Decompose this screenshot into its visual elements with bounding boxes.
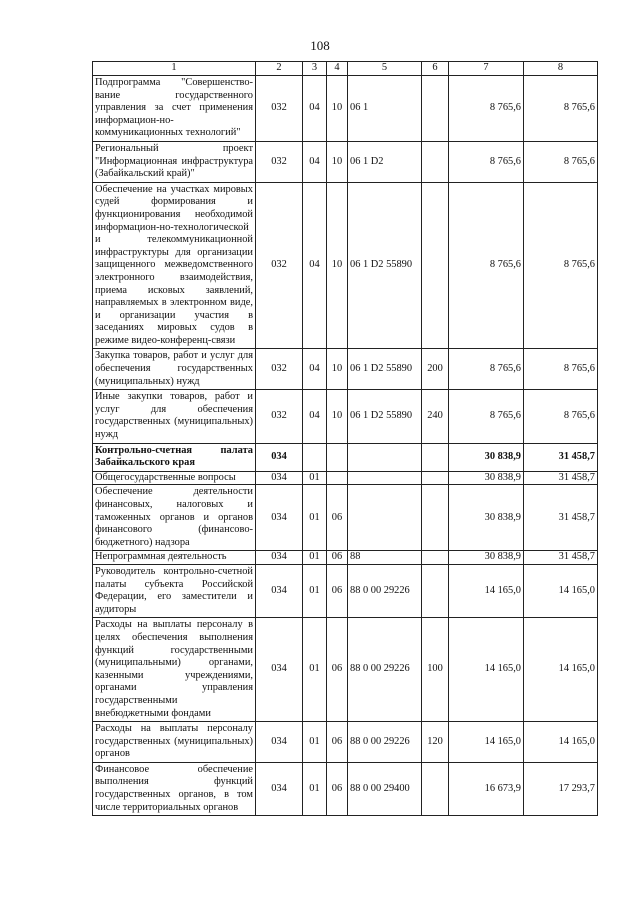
cell-ministry: 034 (256, 762, 303, 815)
cell-ministry: 032 (256, 141, 303, 182)
cell-subsection: 06 (327, 551, 348, 565)
cell-amount-2: 31 458,7 (524, 471, 598, 485)
cell-amount-1: 8 765,6 (449, 76, 524, 142)
cell-ministry: 034 (256, 618, 303, 722)
row-name: Контрольно-счетная палата Забайкальского края (93, 443, 256, 471)
cell-expense-type: 120 (422, 722, 449, 763)
cell-ministry: 034 (256, 471, 303, 485)
header-cell: 3 (303, 62, 327, 76)
cell-amount-2: 14 165,0 (524, 722, 598, 763)
row-name: Финансовое обеспечение выполнения функций государственных органов, в том числе территориальных органов (93, 762, 256, 815)
cell-expense-type (422, 762, 449, 815)
header-cell: 2 (256, 62, 303, 76)
cell-amount-2: 31 458,7 (524, 443, 598, 471)
cell-expense-type (422, 471, 449, 485)
cell-subsection (327, 443, 348, 471)
header-cell: 4 (327, 62, 348, 76)
cell-amount-2: 14 165,0 (524, 618, 598, 722)
cell-subsection: 10 (327, 390, 348, 443)
table-row (93, 443, 598, 471)
cell-amount-1: 14 165,0 (449, 564, 524, 617)
table-row (93, 564, 598, 617)
row-name: Закупка товаров, работ и услуг для обеспечения государственных (муниципальных) нужд (93, 349, 256, 390)
table-row (93, 141, 598, 182)
row-name: Расходы на выплаты персоналу в целях обеспечения выполнения функций государственными (муниципальными) органами, казенными учреждениями, органами управления государственными внебюджетными фондами (93, 618, 256, 722)
cell-target-article (348, 443, 422, 471)
cell-section: 04 (303, 141, 327, 182)
table-row (93, 618, 598, 722)
cell-section: 01 (303, 564, 327, 617)
cell-subsection: 06 (327, 564, 348, 617)
cell-expense-type (422, 76, 449, 142)
cell-ministry: 032 (256, 182, 303, 349)
cell-amount-1: 14 165,0 (449, 618, 524, 722)
cell-expense-type: 200 (422, 349, 449, 390)
header-cell: 8 (524, 62, 598, 76)
cell-amount-2: 31 458,7 (524, 551, 598, 565)
row-name: Подпрограмма "Совершенство-вание государственного управления за счет применения информацион-но-коммуникационных технологий" (93, 76, 256, 142)
cell-ministry: 034 (256, 485, 303, 551)
cell-expense-type (422, 141, 449, 182)
cell-amount-2: 8 765,6 (524, 182, 598, 349)
cell-section: 01 (303, 551, 327, 565)
header-cell: 6 (422, 62, 449, 76)
cell-amount-2: 14 165,0 (524, 564, 598, 617)
cell-amount-1: 30 838,9 (449, 443, 524, 471)
cell-subsection: 10 (327, 349, 348, 390)
header-cell: 7 (449, 62, 524, 76)
cell-expense-type (422, 485, 449, 551)
cell-amount-2: 8 765,6 (524, 76, 598, 142)
cell-target-article (348, 485, 422, 551)
cell-target-article: 06 1 D2 55890 (348, 182, 422, 349)
cell-amount-1: 30 838,9 (449, 551, 524, 565)
row-name: Непрограммная деятельность (93, 551, 256, 565)
cell-subsection: 06 (327, 618, 348, 722)
cell-subsection: 10 (327, 182, 348, 349)
cell-target-article: 06 1 D2 55890 (348, 390, 422, 443)
cell-amount-1: 30 838,9 (449, 485, 524, 551)
table-row (93, 722, 598, 763)
cell-amount-1: 8 765,6 (449, 390, 524, 443)
cell-ministry: 032 (256, 390, 303, 443)
cell-ministry: 034 (256, 722, 303, 763)
cell-section: 04 (303, 76, 327, 142)
cell-amount-1: 8 765,6 (449, 182, 524, 349)
cell-target-article: 88 0 00 29226 (348, 564, 422, 617)
cell-target-article: 06 1 D2 (348, 141, 422, 182)
budget-table (92, 61, 598, 816)
cell-amount-2: 8 765,6 (524, 141, 598, 182)
cell-amount-1: 16 673,9 (449, 762, 524, 815)
cell-ministry: 032 (256, 76, 303, 142)
table-row (93, 76, 598, 142)
cell-expense-type (422, 551, 449, 565)
cell-subsection: 06 (327, 762, 348, 815)
cell-expense-type: 100 (422, 618, 449, 722)
row-name: Общегосударственные вопросы (93, 471, 256, 485)
cell-amount-1: 14 165,0 (449, 722, 524, 763)
cell-target-article: 88 0 00 29226 (348, 722, 422, 763)
cell-subsection: 06 (327, 722, 348, 763)
cell-target-article: 06 1 D2 55890 (348, 349, 422, 390)
cell-section: 01 (303, 485, 327, 551)
cell-subsection: 06 (327, 485, 348, 551)
page-number: 108 (310, 38, 330, 53)
table-row (93, 762, 598, 815)
cell-ministry: 032 (256, 349, 303, 390)
row-name: Обеспечение деятельности финансовых, налоговых и таможенных органов и органов финансового (финансово-бюджетного) надзора (93, 485, 256, 551)
cell-subsection: 10 (327, 141, 348, 182)
cell-amount-2: 17 293,7 (524, 762, 598, 815)
cell-amount-1: 8 765,6 (449, 141, 524, 182)
table-row (93, 390, 598, 443)
cell-section: 04 (303, 390, 327, 443)
cell-section: 01 (303, 722, 327, 763)
cell-expense-type (422, 443, 449, 471)
header-cell: 1 (93, 62, 256, 76)
cell-section: 01 (303, 471, 327, 485)
cell-section: 01 (303, 618, 327, 722)
cell-section: 04 (303, 182, 327, 349)
cell-amount-2: 8 765,6 (524, 390, 598, 443)
row-name: Иные закупки товаров, работ и услуг для обеспечения государственных (муниципальных) нужд (93, 390, 256, 443)
cell-expense-type (422, 564, 449, 617)
cell-amount-1: 8 765,6 (449, 349, 524, 390)
cell-target-article: 06 1 (348, 76, 422, 142)
row-name: Расходы на выплаты персоналу государственных (муниципальных) органов (93, 722, 256, 763)
cell-target-article: 88 0 00 29400 (348, 762, 422, 815)
row-name: Руководитель контрольно-счетной палаты субъекта Российской Федерации, его заместители и аудиторы (93, 564, 256, 617)
cell-amount-2: 31 458,7 (524, 485, 598, 551)
header-cell: 5 (348, 62, 422, 76)
table-row (93, 182, 598, 349)
cell-section (303, 443, 327, 471)
table-row (93, 551, 598, 565)
cell-expense-type: 240 (422, 390, 449, 443)
cell-amount-1: 30 838,9 (449, 471, 524, 485)
cell-ministry: 034 (256, 564, 303, 617)
cell-expense-type (422, 182, 449, 349)
cell-ministry: 034 (256, 443, 303, 471)
cell-ministry: 034 (256, 551, 303, 565)
header-row (93, 62, 598, 76)
cell-target-article (348, 471, 422, 485)
cell-subsection (327, 471, 348, 485)
cell-section: 01 (303, 762, 327, 815)
cell-subsection: 10 (327, 76, 348, 142)
table-row (93, 471, 598, 485)
row-name: Обеспечение на участках мировых судей формирования и функционирования необходимой информацион-но-технологической и телекоммуникационной инфраструктуры для организации защищенного межведомственного электронного взаимодействия, приема исковых заявлений, направляемых в электронном виде, и организации участия в заседаниях мировых судов в режиме видео-конференц-связи (93, 182, 256, 349)
table-row (93, 485, 598, 551)
row-name: Региональный проект "Информационная инфраструктура (Забайкальский край)" (93, 141, 256, 182)
cell-target-article: 88 (348, 551, 422, 565)
cell-target-article: 88 0 00 29226 (348, 618, 422, 722)
table-row (93, 349, 598, 390)
cell-section: 04 (303, 349, 327, 390)
cell-amount-2: 8 765,6 (524, 349, 598, 390)
